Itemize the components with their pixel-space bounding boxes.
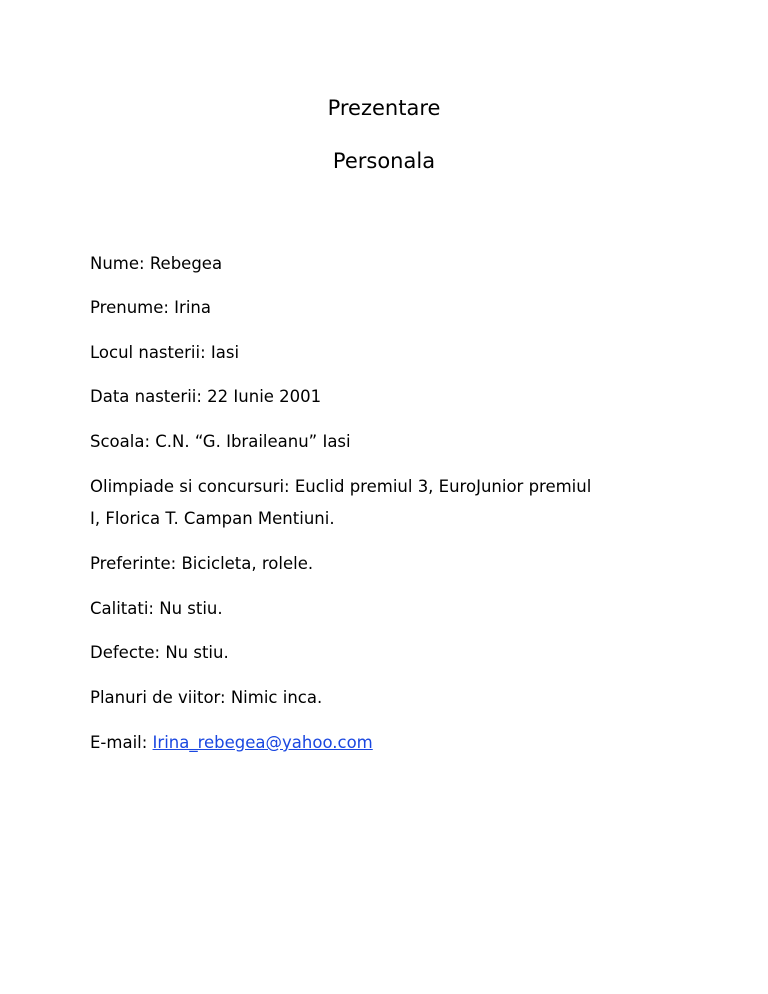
field-scoala: Scoala: C.N. “G. Ibraileanu” Iasi: [90, 432, 351, 451]
email-label: E-mail:: [90, 733, 153, 752]
field-defecte: Defecte: Nu stiu.: [90, 643, 229, 662]
field-prenume: Prenume: Irina: [90, 298, 211, 317]
email-link[interactable]: Irina_rebegea@yahoo.com: [152, 733, 373, 752]
document-title-line-2: Personala: [332, 149, 436, 173]
field-planuri: Planuri de viitor: Nimic inca.: [90, 688, 323, 707]
field-nume: Nume: Rebegea: [90, 254, 223, 273]
field-olimpiade-line-2: I, Florica T. Campan Mentiuni.: [90, 509, 335, 528]
document-title-line-1: Prezentare: [327, 96, 441, 120]
field-email: [90, 732, 690, 754]
field-data-nasterii: Data nasterii: 22 Iunie 2001: [90, 387, 322, 406]
field-preferinte: Preferinte: Bicicleta, rolele.: [90, 554, 314, 573]
field-olimpiade-line-1: Olimpiade si concursuri: Euclid premiul 3, EuroJunior premiul: [90, 477, 592, 496]
field-calitati: Calitati: Nu stiu.: [90, 599, 223, 618]
field-locul-nasterii: Locul nasterii: Iasi: [90, 343, 240, 362]
